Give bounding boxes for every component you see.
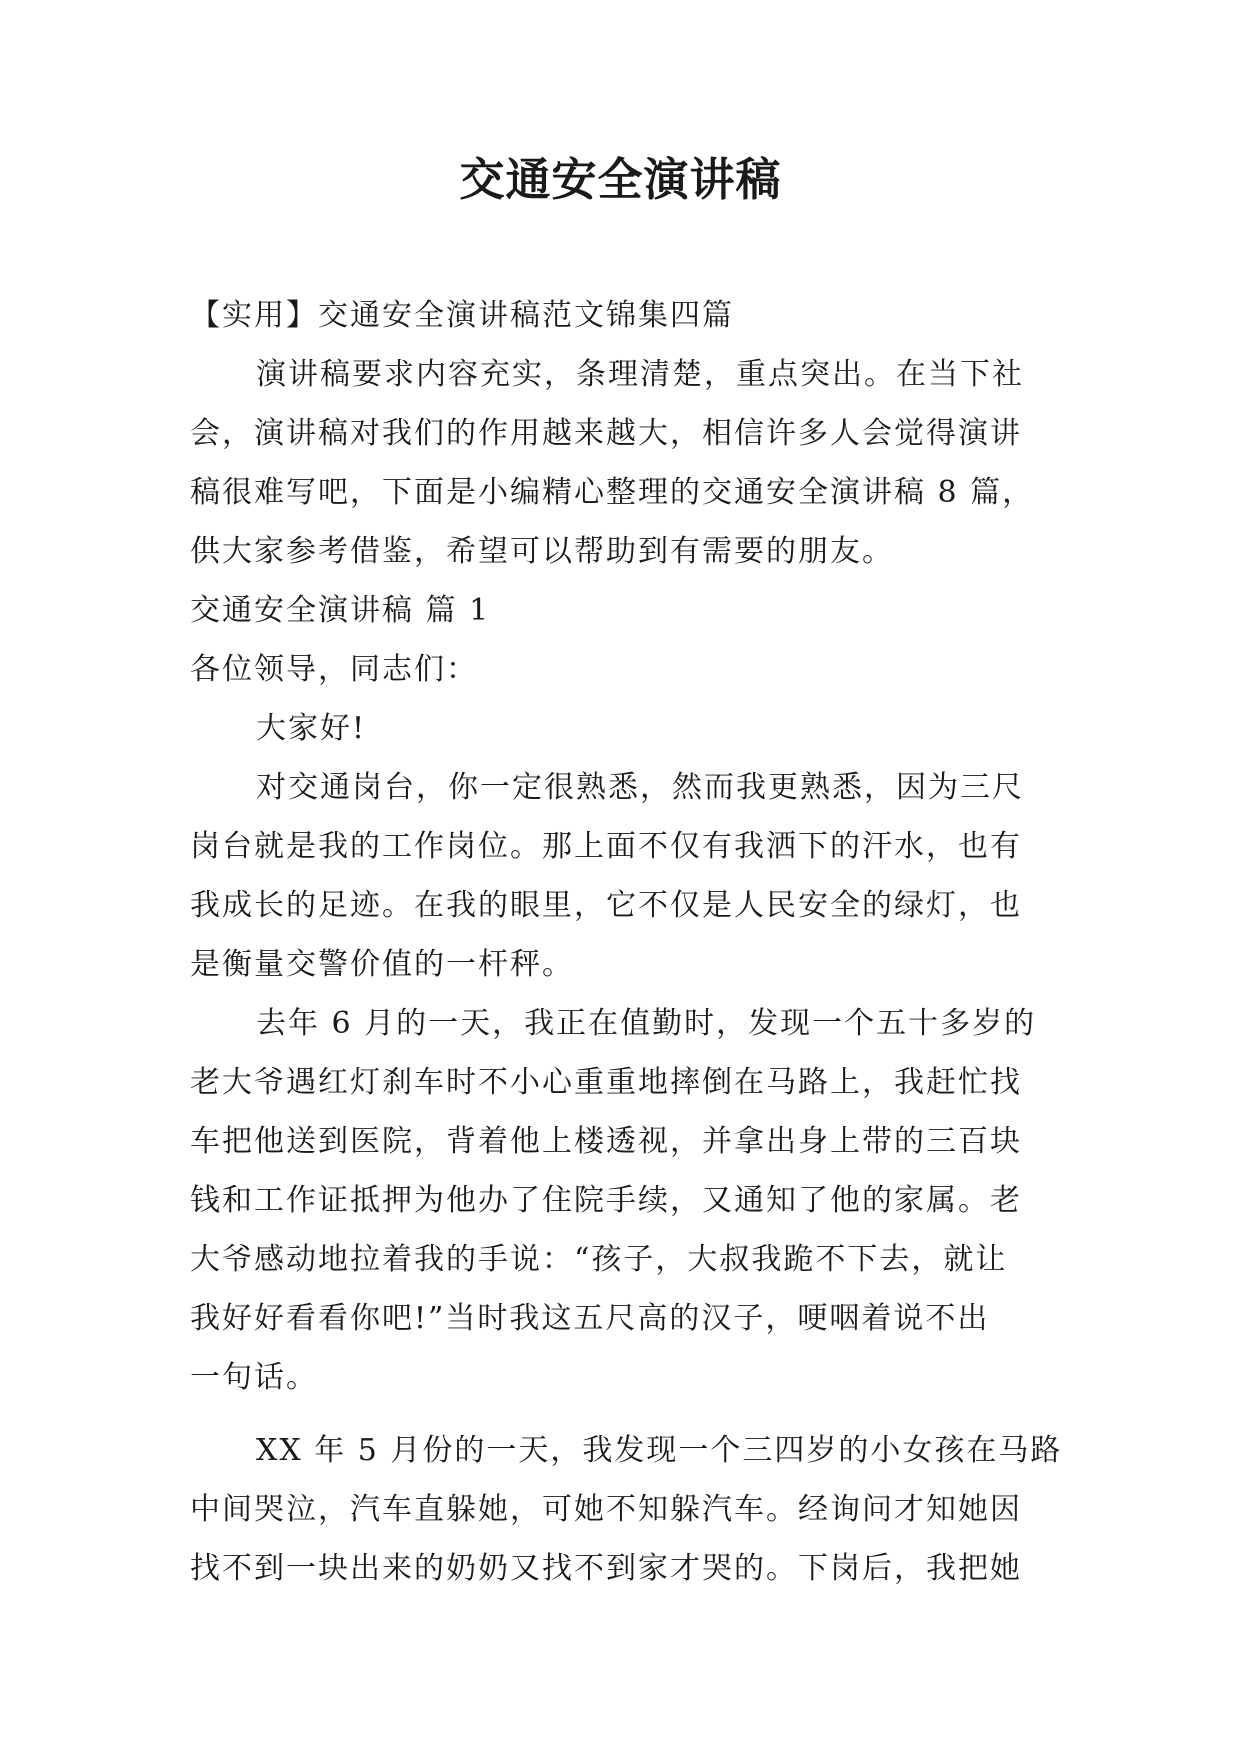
paragraph-line: 中间哭泣，汽车直躲她，可她不知躲汽车。经询问才知她因 bbox=[190, 1492, 1022, 1527]
intro-line: 稿很难写吧，下面是小编精心整理的交通安全演讲稿 8 篇， bbox=[190, 475, 1035, 510]
document-subtitle: 【实用】交通安全演讲稿范文锦集四篇 bbox=[190, 298, 734, 333]
paragraph-line: 我好好看看你吧!”当时我这五尺高的汉子，哽咽着说不出 bbox=[190, 1301, 990, 1336]
intro-line: 演讲稿要求内容充实，条理清楚，重点突出。在当下社 bbox=[256, 357, 1024, 392]
intro-line: 供大家参考借鉴，希望可以帮助到有需要的朋友。 bbox=[190, 534, 894, 569]
paragraph-line: 找不到一块出来的奶奶又找不到家才哭的。下岗后，我把她 bbox=[190, 1551, 1022, 1586]
section-heading: 交通安全演讲稿 篇 1 bbox=[190, 593, 491, 628]
intro-line: 会，演讲稿对我们的作用越来越大，相信许多人会觉得演讲 bbox=[190, 416, 1022, 451]
paragraph-gap bbox=[190, 1407, 1070, 1421]
paragraph-line: 是衡量交警价值的一杆秤。 bbox=[190, 947, 574, 982]
paragraph-line: 大爷感动地拉着我的手说：“孩子，大叔我跪不下去，就让 bbox=[190, 1242, 1008, 1277]
greeting: 大家好! bbox=[256, 711, 367, 746]
paragraph-line: 对交通岗台，你一定很熟悉，然而我更熟悉，因为三尺 bbox=[256, 770, 1024, 805]
salutation: 各位领导，同志们： bbox=[190, 652, 478, 687]
document-title: 交通安全演讲稿 bbox=[459, 153, 782, 206]
paragraph-line: 老大爷遇红灯刹车时不小心重重地摔倒在马路上，我赶忙找 bbox=[190, 1065, 1022, 1100]
paragraph-line: 去年 6 月的一天，我正在值勤时，发现一个五十多岁的 bbox=[256, 1006, 1037, 1041]
paragraph-line: 我成长的足迹。在我的眼里，它不仅是人民安全的绿灯，也 bbox=[190, 888, 1022, 923]
paragraph-line: 岗台就是我的工作岗位。那上面不仅有我洒下的汗水，也有 bbox=[190, 829, 1022, 864]
paragraph-line: 一句话。 bbox=[190, 1360, 318, 1395]
paragraph-line: 钱和工作证抵押为他办了住院手续，又通知了他的家属。老 bbox=[190, 1183, 1022, 1218]
paragraph-line: XX 年 5 月份的一天，我发现一个三四岁的小女孩在马路 bbox=[256, 1433, 1063, 1468]
document-body bbox=[190, 286, 1070, 1598]
paragraph-line: 车把他送到医院，背着他上楼透视，并拿出身上带的三百块 bbox=[190, 1124, 1022, 1159]
